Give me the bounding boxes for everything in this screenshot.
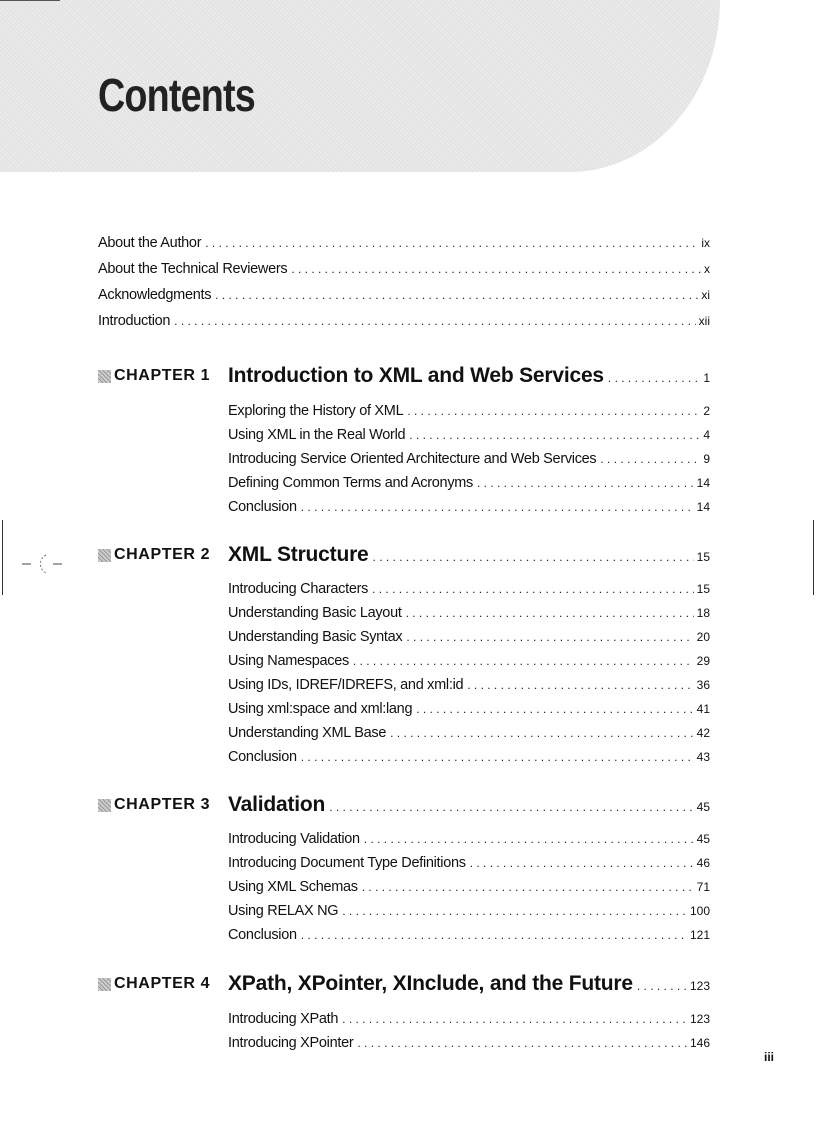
section-label: Using IDs, IDREF/IDREFS, and xml:id: [228, 677, 464, 693]
section-page: 14: [696, 500, 710, 514]
toc-section-entry[interactable]: [228, 652, 710, 670]
section-label: Conclusion: [228, 927, 297, 943]
section-page: 36: [696, 678, 710, 692]
section-page: 2: [703, 404, 710, 418]
leader-dots: [329, 795, 693, 819]
section-label: Using Namespaces: [228, 653, 349, 669]
toc-section-entry[interactable]: [228, 450, 710, 468]
chapter-title: XPath, XPointer, XInclude, and the Future: [228, 972, 633, 995]
section-page: 146: [689, 1036, 710, 1050]
chapter-tag-label: CHAPTER 2: [114, 546, 211, 563]
section-label: Introducing Characters: [228, 581, 369, 597]
chapter-title-entry[interactable]: [228, 793, 710, 819]
section-label: Conclusion: [228, 499, 297, 515]
section-label: Conclusion: [228, 749, 297, 765]
section-page: 18: [696, 606, 710, 620]
leader-dots: [416, 700, 693, 718]
toc-section-entry[interactable]: [228, 926, 710, 944]
leader-dots: [406, 604, 694, 622]
page-number: iii: [764, 1050, 775, 1064]
section-page: 43: [696, 750, 710, 764]
leader-dots: [362, 878, 694, 896]
chapter-page: 15: [696, 550, 710, 564]
chapter-tag-label: CHAPTER 4: [114, 975, 211, 992]
leader-dots: [342, 1010, 687, 1028]
leader-dots: [409, 426, 700, 444]
section-page: 41: [696, 702, 710, 716]
toc-section-entry[interactable]: [228, 498, 710, 516]
leader-dots: [477, 474, 694, 492]
toc-entry-label: Acknowledgments: [98, 287, 212, 303]
chapter-title-entry[interactable]: [228, 543, 710, 569]
registration-mark-icon: [22, 552, 62, 576]
section-label: Introducing XPath: [228, 1011, 339, 1027]
section-label: Using XML Schemas: [228, 879, 358, 895]
chapter-title: Introduction to XML and Web Services: [228, 364, 604, 387]
toc-entry-label: About the Author: [98, 235, 202, 251]
crop-mark-left: [2, 520, 3, 595]
toc-entry-page: xii: [698, 314, 710, 328]
leader-dots: [301, 748, 694, 766]
section-page: 100: [689, 904, 710, 918]
section-label: Understanding Basic Syntax: [228, 629, 403, 645]
leader-dots: [407, 402, 700, 420]
chapter-page: 123: [689, 979, 710, 993]
toc-entry-introduction[interactable]: [98, 312, 710, 330]
section-page: 29: [696, 654, 710, 668]
leader-dots: [373, 545, 694, 569]
section-label: Introducing Service Oriented Architecture and Web Services: [228, 451, 597, 467]
leader-dots: [364, 830, 694, 848]
leader-dots: [406, 628, 693, 646]
section-label: Defining Common Terms and Acronyms: [228, 475, 473, 491]
toc-section-entry[interactable]: [228, 854, 710, 872]
chapter-tag: [98, 367, 210, 385]
leader-dots: [205, 234, 698, 252]
toc-entry-label: About the Technical Reviewers: [98, 261, 288, 277]
toc-section-entry[interactable]: [228, 878, 710, 896]
chapter-tag: [98, 975, 210, 993]
section-label: Exploring the History of XML: [228, 403, 404, 419]
toc-section-entry[interactable]: [228, 748, 710, 766]
section-page: 20: [696, 630, 710, 644]
toc-section-entry[interactable]: [228, 700, 710, 718]
chapter-title: Validation: [228, 793, 326, 816]
toc-entry-label: Introduction: [98, 313, 171, 329]
leader-dots: [301, 926, 687, 944]
toc-section-entry[interactable]: [228, 1034, 710, 1052]
section-page: 71: [696, 880, 710, 894]
toc-section-entry[interactable]: [228, 830, 710, 848]
section-label: Understanding Basic Layout: [228, 605, 402, 621]
section-page: 9: [703, 452, 710, 466]
section-page: 42: [696, 726, 710, 740]
toc-entry-page: ix: [701, 236, 710, 250]
leader-dots: [357, 1034, 687, 1052]
section-page: 14: [696, 476, 710, 490]
toc-section-entry[interactable]: [228, 604, 710, 622]
chapter-title: XML Structure: [228, 543, 369, 566]
chapter-title-entry[interactable]: [228, 972, 710, 998]
section-label: Understanding XML Base: [228, 725, 387, 741]
leader-dots: [600, 450, 700, 468]
toc-section-entry[interactable]: [228, 1010, 710, 1028]
chapter-page: 1: [703, 371, 710, 385]
section-label: Using RELAX NG: [228, 903, 339, 919]
leader-dots: [637, 974, 687, 998]
section-page: 121: [689, 928, 710, 942]
section-page: 45: [696, 832, 710, 846]
chapter-marker-icon: [98, 799, 111, 812]
toc-section-entry[interactable]: [228, 628, 710, 646]
crop-mark-right: [813, 520, 814, 595]
top-rule: [0, 0, 60, 1]
toc-section-entry[interactable]: [228, 724, 710, 742]
chapter-marker-icon: [98, 549, 111, 562]
chapter-tag-label: CHAPTER 3: [114, 796, 211, 813]
section-page: 46: [696, 856, 710, 870]
toc-section-entry[interactable]: [228, 402, 710, 420]
chapter-marker-icon: [98, 978, 111, 991]
leader-dots: [353, 652, 694, 670]
toc-section-entry[interactable]: [228, 580, 710, 598]
toc-section-entry[interactable]: [228, 676, 710, 694]
toc-entry-page: x: [704, 262, 710, 276]
leader-dots: [608, 366, 700, 390]
leader-dots: [372, 580, 694, 598]
leader-dots: [470, 854, 694, 872]
section-label: Introducing Document Type Definitions: [228, 855, 466, 871]
leader-dots: [291, 260, 701, 278]
page-title: Contents: [98, 69, 255, 121]
section-label: Using xml:space and xml:lang: [228, 701, 413, 717]
section-label: Using XML in the Real World: [228, 427, 406, 443]
leader-dots: [342, 902, 687, 920]
toc-entry-about-author[interactable]: [98, 234, 710, 252]
leader-dots: [174, 312, 695, 330]
chapter-tag: [98, 546, 210, 564]
chapter-page: 45: [696, 800, 710, 814]
toc-section-entry[interactable]: [228, 474, 710, 492]
toc-entry-page: xi: [701, 288, 710, 302]
section-page: 123: [689, 1012, 710, 1026]
leader-dots: [301, 498, 694, 516]
chapter-marker-icon: [98, 370, 111, 383]
leader-dots: [215, 286, 698, 304]
chapter-tag-label: CHAPTER 1: [114, 367, 211, 384]
section-label: Introducing Validation: [228, 831, 360, 847]
chapter-tag: [98, 796, 210, 814]
section-page: 15: [696, 582, 710, 596]
leader-dots: [390, 724, 694, 742]
section-page: 4: [703, 428, 710, 442]
toc-entry-acknowledgments[interactable]: [98, 286, 710, 304]
toc-section-entry[interactable]: [228, 902, 710, 920]
toc-section-entry[interactable]: [228, 426, 710, 444]
section-label: Introducing XPointer: [228, 1035, 354, 1051]
chapter-title-entry[interactable]: [228, 364, 710, 390]
toc-entry-technical-reviewers[interactable]: [98, 260, 710, 278]
leader-dots: [467, 676, 693, 694]
